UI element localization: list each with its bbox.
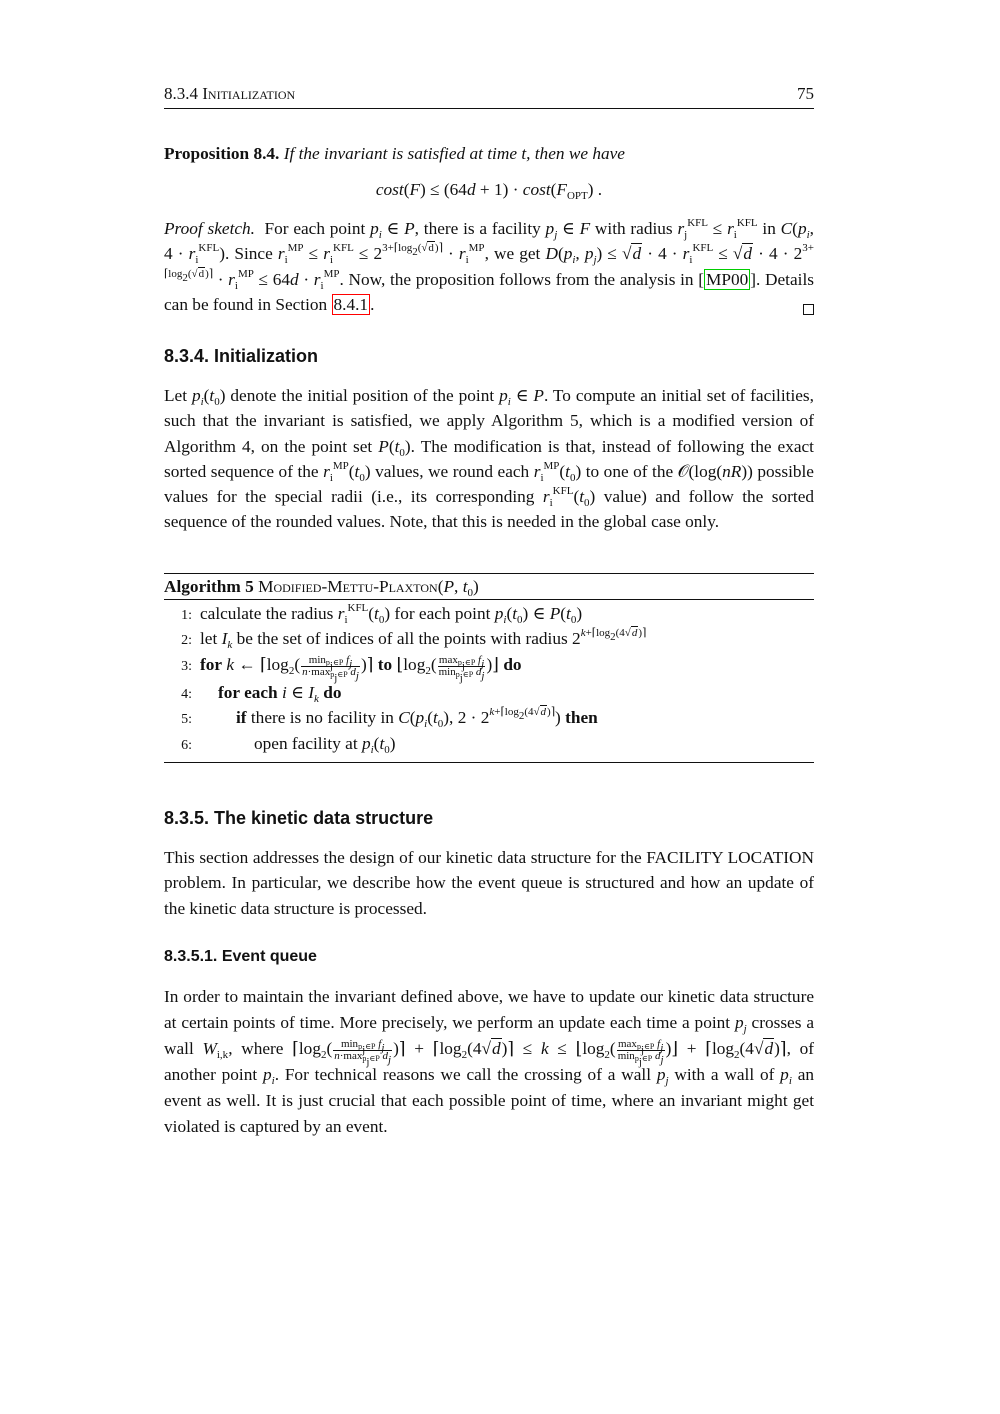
algo-line-1: 1: calculate the radius $r_i^{KFL}(t_0)$ for each point $p_i(t_0)$ ∈ $P(t_0)$ <box>181 602 583 626</box>
algorithm-label: Algorithm 5 <box>164 577 254 596</box>
algo-line-4: 4: for each i ∈ $I_k$ do <box>181 683 342 705</box>
proposition <box>164 141 814 166</box>
event-queue-paragraph: In order to maintain the invariant defined above, we have to update our kinetic data structure at certain points of time. More precisely, we perform an update each time a point $p_j$ crosses a wall $W_{i,k}$, where $⌈\log_2$( $\frac{\min_{p_j\in P} f_j}{n\cdot\max_{p_j\in P} d_j}$ )⌉ + $⌈\log_2(4√d)⌉ \le k$ ≤ $⌊\log_2$( $\frac{\max_{p_j\in P} f_j}{\min_{p_j\in P} d_j}$ )⌋ + $⌈\log_2(4√d)⌉$, of another point $p_i$. For technical reasons we call the crossing of a wall $p_j$ with a wall of $p_i$ an event as well. It is just crucial that each possible point of time, where an invariant might get violated is captured by an event. <box>164 987 815 1136</box>
proposition-statement: If the invariant is satisfied at time t, then we have <box>283 144 625 163</box>
citation-mp00[interactable]: MP00 <box>706 269 749 289</box>
proof-label: Proof sketch. <box>164 219 255 238</box>
qed-symbol <box>803 304 814 315</box>
page-number: 75 <box>797 84 814 103</box>
running-header <box>164 84 814 109</box>
algo-line-3: 3: for k ← $⌈\log_2$( $\frac{\min_{p_j\in P} f_j}{n\cdot\max_{p_j\in P} d_j}$ )⌉ to $⌊\log_2$( $\frac{\max_{p_j\in P} f_j}{\min_{p_j\in P} d_j}$ )⌋ do <box>181 653 522 684</box>
proposition-formula: $\cos t(F) \le (64d + 1) \cdot \cos t(F_{OPT})$ . <box>375 180 603 202</box>
algo-line-6: 6: open facility at $p_i(t_0)$ <box>181 734 396 756</box>
section-ref-link[interactable]: 8.4.1 <box>333 294 369 314</box>
algo-line-2: 2: let $I_k$ be the set of indices of all the points with radius $2^{k+⌈log_2(4√d)⌉}$ <box>181 627 647 651</box>
section-heading-kinetic: 8.3.5. The kinetic data structure <box>164 808 434 828</box>
algo-line-5: 5: if there is no facility in $C(p_i(t_0)$, $2 \cdot 2^{k+⌈log_2(4√d)⌉}$) then <box>181 706 598 730</box>
proposition-label: Proposition 8.4. <box>164 144 280 163</box>
section-heading-event-queue: 8.3.5.1. Event queue <box>164 948 317 965</box>
header-section: 8.3.4 Initialization <box>164 84 296 103</box>
algorithm-caption: Algorithm 5 Modified-Mettu-Plaxton(P, $t_0$) <box>164 574 814 600</box>
algorithm-box <box>164 573 814 763</box>
section-heading-initialization: 8.3.4. Initialization <box>164 346 319 366</box>
kinetic-paragraph: This section addresses the design of our kinetic data structure for the FACILITY LOCATION problem. In particular, we describe how the event queue is structured and how an update of the kinetic data structure is processed. <box>164 848 814 918</box>
initialization-paragraph: Let $p_i(t_0)$ denote the initial position of the point $p_i$ ∈ P. To compute an initial set of facilities, such that the invariant is satisfied, we apply Algorithm 5, which is a modified version of Algorithm 4, on the point set $P(t_0)$. The modification is that, instead of following the exact sorted sequence of the $r_i^{MP}(t_0)$ values, we round each $r_i^{MP}(t_0)$ to one of the 𝒪(log(nR)) possible values for the special radii (i.e., its corresponding $r_i^{KFL}(t_0)$ value) and follow the sorted sequence of the rounded values. Note, that this is needed in the global case only. <box>164 386 814 532</box>
proof-sketch: Proof sketch. For each point $p_i$ ∈ P, there is a facility $p_j$ ∈ F with radius $r_j^{KFL} \le r_i^{KFL}$ in $C(p_i$, $4 \cdot r_i^{KFL}$). Since $r_i^{MP} \le r_i^{KFL} \le 2^{3+⌈log_2(√d)⌉} \cdot r_i^{MP}$, we get $D(p_i$, $p_j) \le √d \cdot 4 \cdot r_i^{KFL} \le √d \cdot 4 \cdot 2^{3+⌈log_2(√d)⌉} \cdot r_i^{MP} \le 64d \cdot r_i^{MP}$. Now, the proposition follows from the analysis in [ MP00 ]. Details can be found in Section 8.4.1 . <box>164 217 814 314</box>
algorithm-name: Modified-Mettu-Plaxton <box>258 577 438 596</box>
